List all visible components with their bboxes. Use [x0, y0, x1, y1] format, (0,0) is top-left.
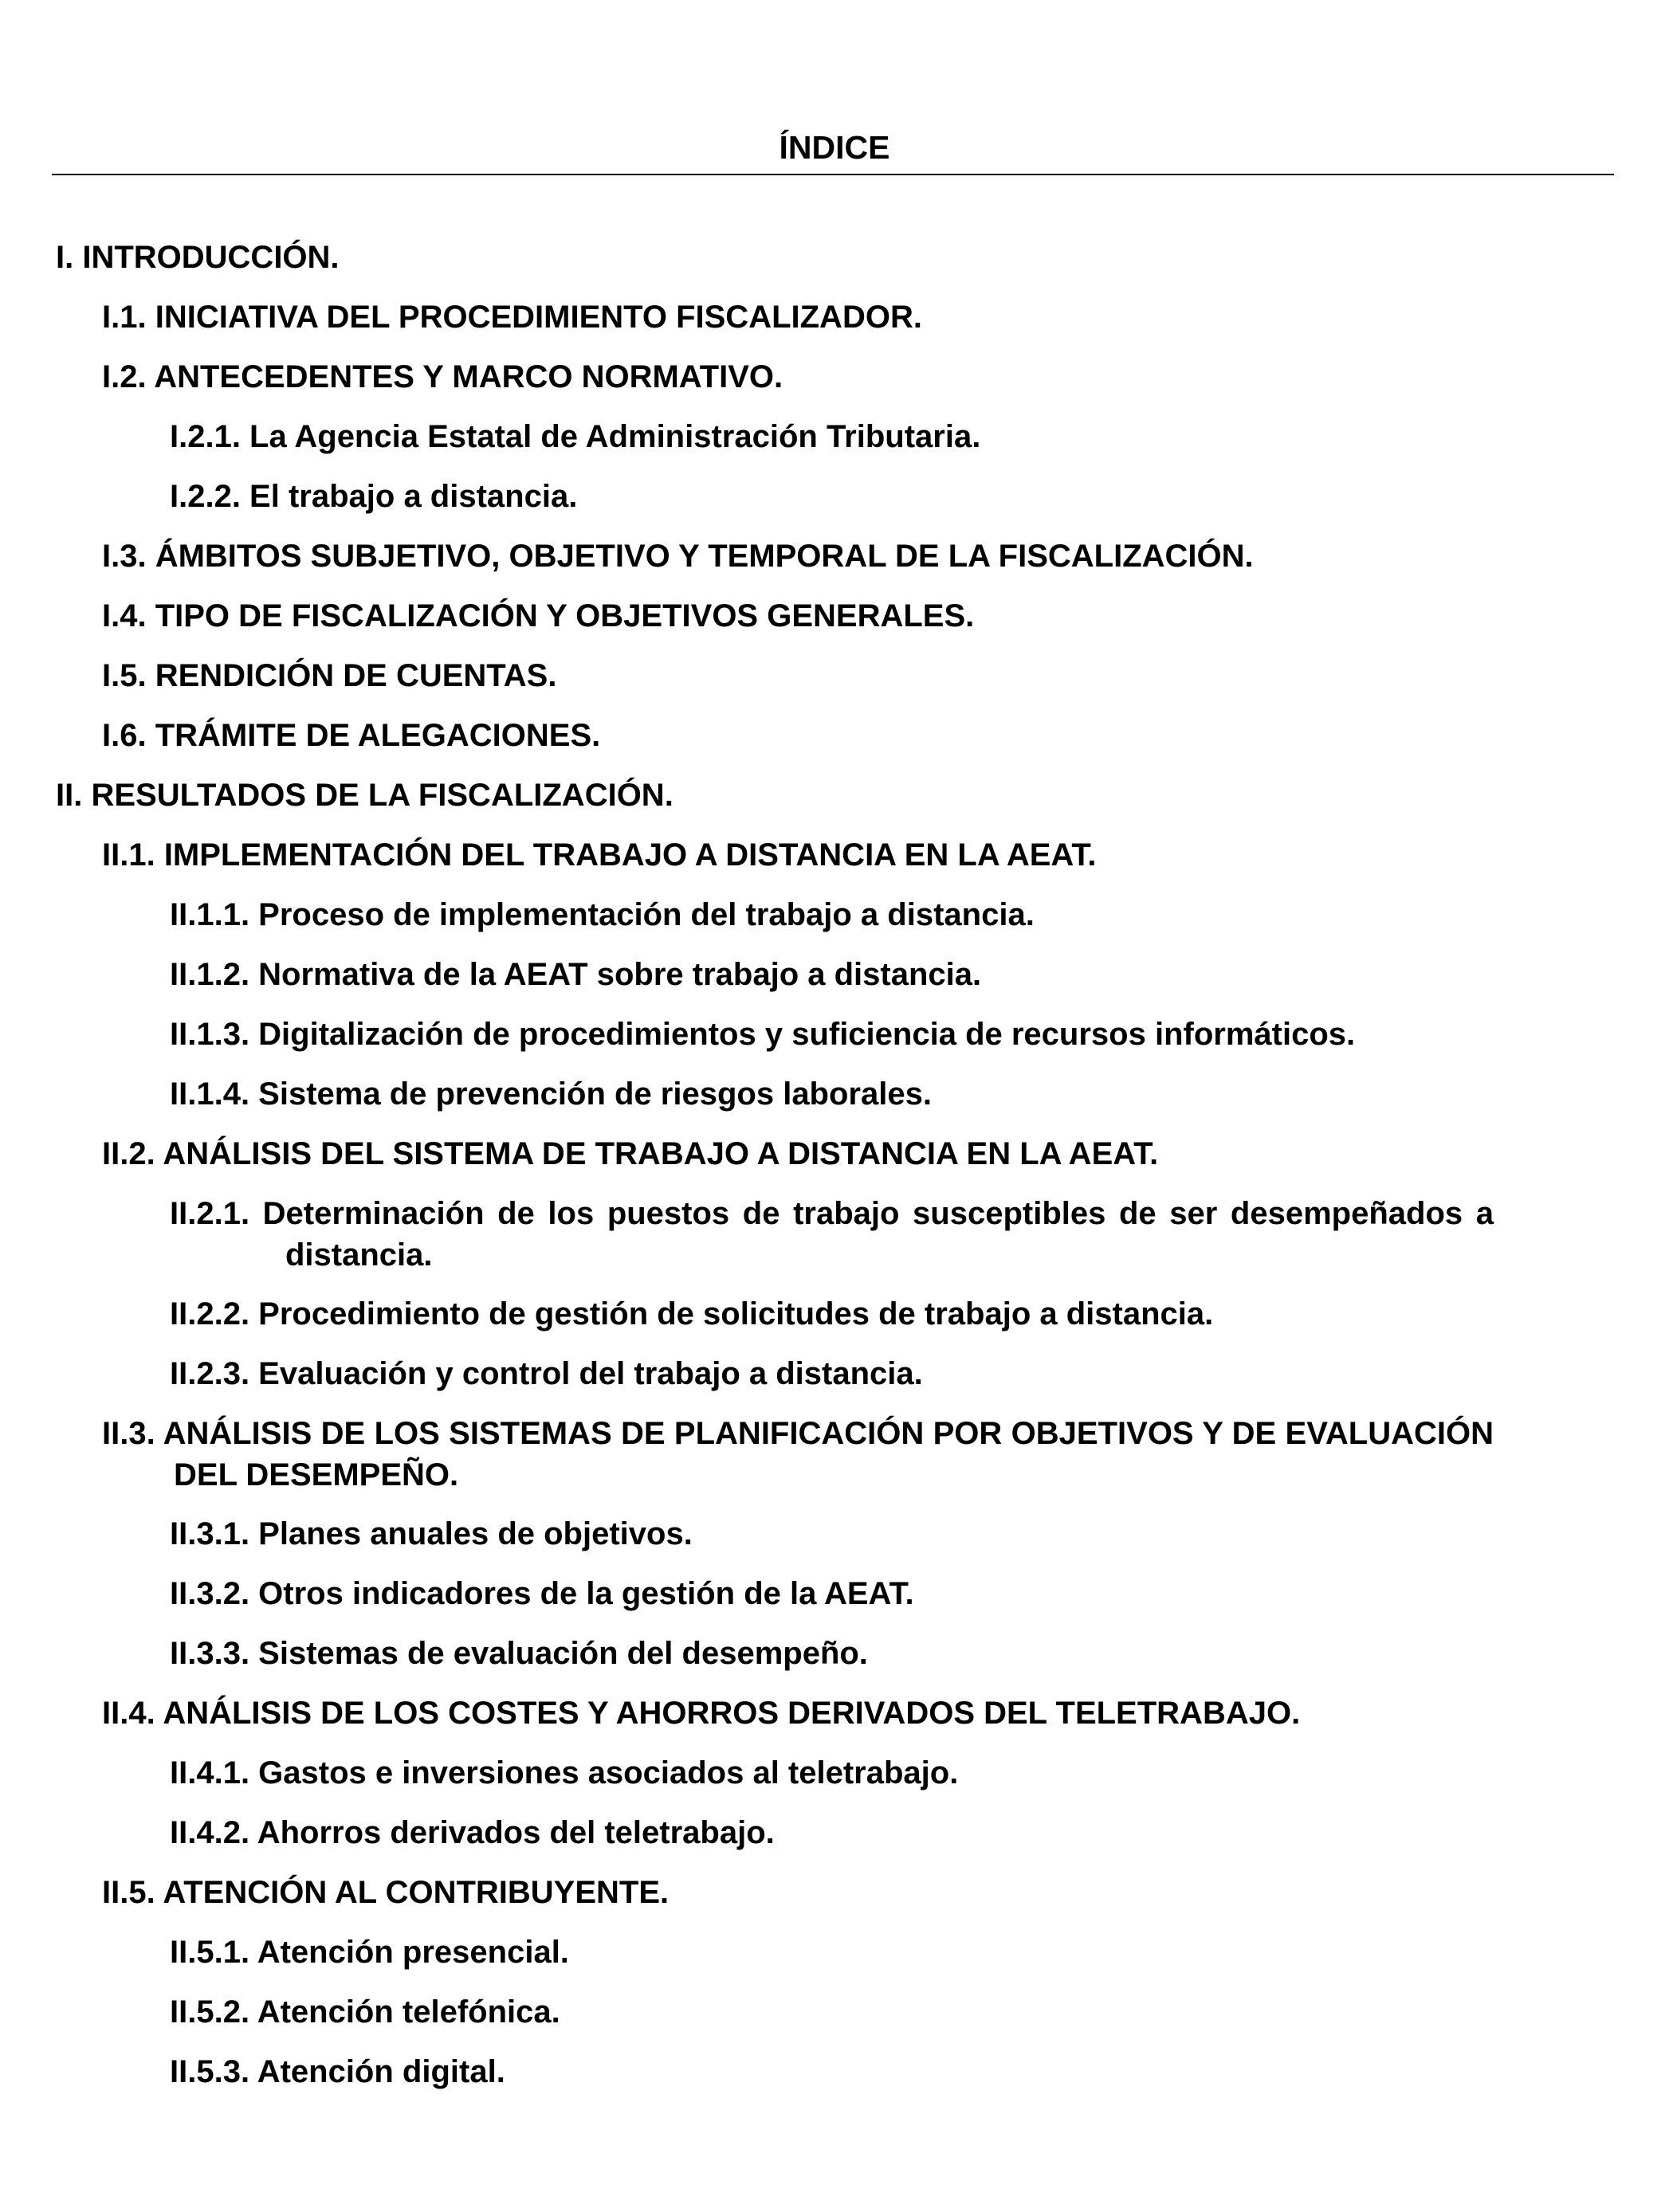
toc-entry-section-1: I. INTRODUCCIÓN. — [56, 240, 340, 275]
toc-entry-1-2-1: I.2.1. La Agencia Estatal de Administración Tributaria. — [170, 419, 981, 454]
toc-entry-2-5-3: II.5.3. Atención digital. — [170, 2054, 505, 2089]
page-title: ÍNDICE — [779, 129, 890, 166]
toc-entry-2-2-2: II.2.2. Procedimiento de gestión de solicitudes de trabajo a distancia. — [170, 1296, 1214, 1332]
toc-entry-2-3-2: II.3.2. Otros indicadores de la gestión de la AEAT. — [170, 1576, 914, 1611]
toc-entry-2-1-1: II.1.1. Proceso de implementación del trabajo a distancia. — [170, 897, 1035, 932]
toc-entry-2-3: II.3. ANÁLISIS DE LOS SISTEMAS DE PLANIFICACIÓN POR OBJETIVOS Y DE EVALUACIÓN DEL DESEMPEÑO. — [102, 1416, 1494, 1492]
toc-entry-1-4: I.4. TIPO DE FISCALIZACIÓN Y OBJETIVOS GENERALES. — [102, 598, 975, 633]
toc-entry-2-3-1: II.3.1. Planes anuales de objetivos. — [170, 1516, 693, 1551]
toc-entry-2-2-1: II.2.1. Determinación de los puestos de trabajo susceptibles de ser desempeñados a distancia. — [170, 1196, 1494, 1273]
toc-entry-2-5-2: II.5.2. Atención telefónica. — [170, 1994, 560, 2030]
toc-entry-2-1: II.1. IMPLEMENTACIÓN DEL TRABAJO A DISTANCIA EN LA AEAT. — [102, 837, 1097, 873]
toc-entry-1-2-2: I.2.2. El trabajo a distancia. — [170, 479, 578, 514]
toc-entry-2-4-2: II.4.2. Ahorros derivados del teletrabajo. — [170, 1815, 775, 1850]
toc-entry-1-6: I.6. TRÁMITE DE ALEGACIONES. — [102, 718, 601, 753]
toc-entry-2-5: II.5. ATENCIÓN AL CONTRIBUYENTE. — [102, 1875, 670, 1910]
toc-entry-section-2: II. RESULTADOS DE LA FISCALIZACIÓN. — [56, 778, 673, 813]
toc-entry-2-5-1: II.5.1. Atención presencial. — [170, 1935, 569, 1970]
toc-entry-2-2: II.2. ANÁLISIS DEL SISTEMA DE TRABAJO A DISTANCIA EN LA AEAT. — [102, 1136, 1159, 1171]
toc-entry-1-2: I.2. ANTECEDENTES Y MARCO NORMATIVO. — [102, 359, 783, 394]
toc-entry-2-2-3: II.2.3. Evaluación y control del trabajo a distancia. — [170, 1356, 923, 1391]
toc-entry-2-1-2: II.1.2. Normativa de la AEAT sobre trabajo a distancia. — [170, 957, 982, 992]
toc-entry-2-1-4: II.1.4. Sistema de prevención de riesgos laborales. — [170, 1077, 932, 1112]
toc-entry-2-3-3: II.3.3. Sistemas de evaluación del desempeño. — [170, 1636, 868, 1671]
toc-entry-1-1: I.1. INICIATIVA DEL PROCEDIMIENTO FISCALIZADOR. — [102, 300, 922, 335]
toc-entry-2-4: II.4. ANÁLISIS DE LOS COSTES Y AHORROS DERIVADOS DEL TELETRABAJO. — [102, 1696, 1301, 1731]
toc-entry-1-5: I.5. RENDICIÓN DE CUENTAS. — [102, 658, 557, 693]
toc-entry-2-1-3: II.1.3. Digitalización de procedimientos y suficiencia de recursos informáticos. — [170, 1017, 1356, 1052]
toc-entry-2-4-1: II.4.1. Gastos e inversiones asociados al teletrabajo. — [170, 1755, 959, 1790]
toc-entry-1-3: I.3. ÁMBITOS SUBJETIVO, OBJETIVO Y TEMPORAL DE LA FISCALIZACIÓN. — [102, 539, 1254, 574]
